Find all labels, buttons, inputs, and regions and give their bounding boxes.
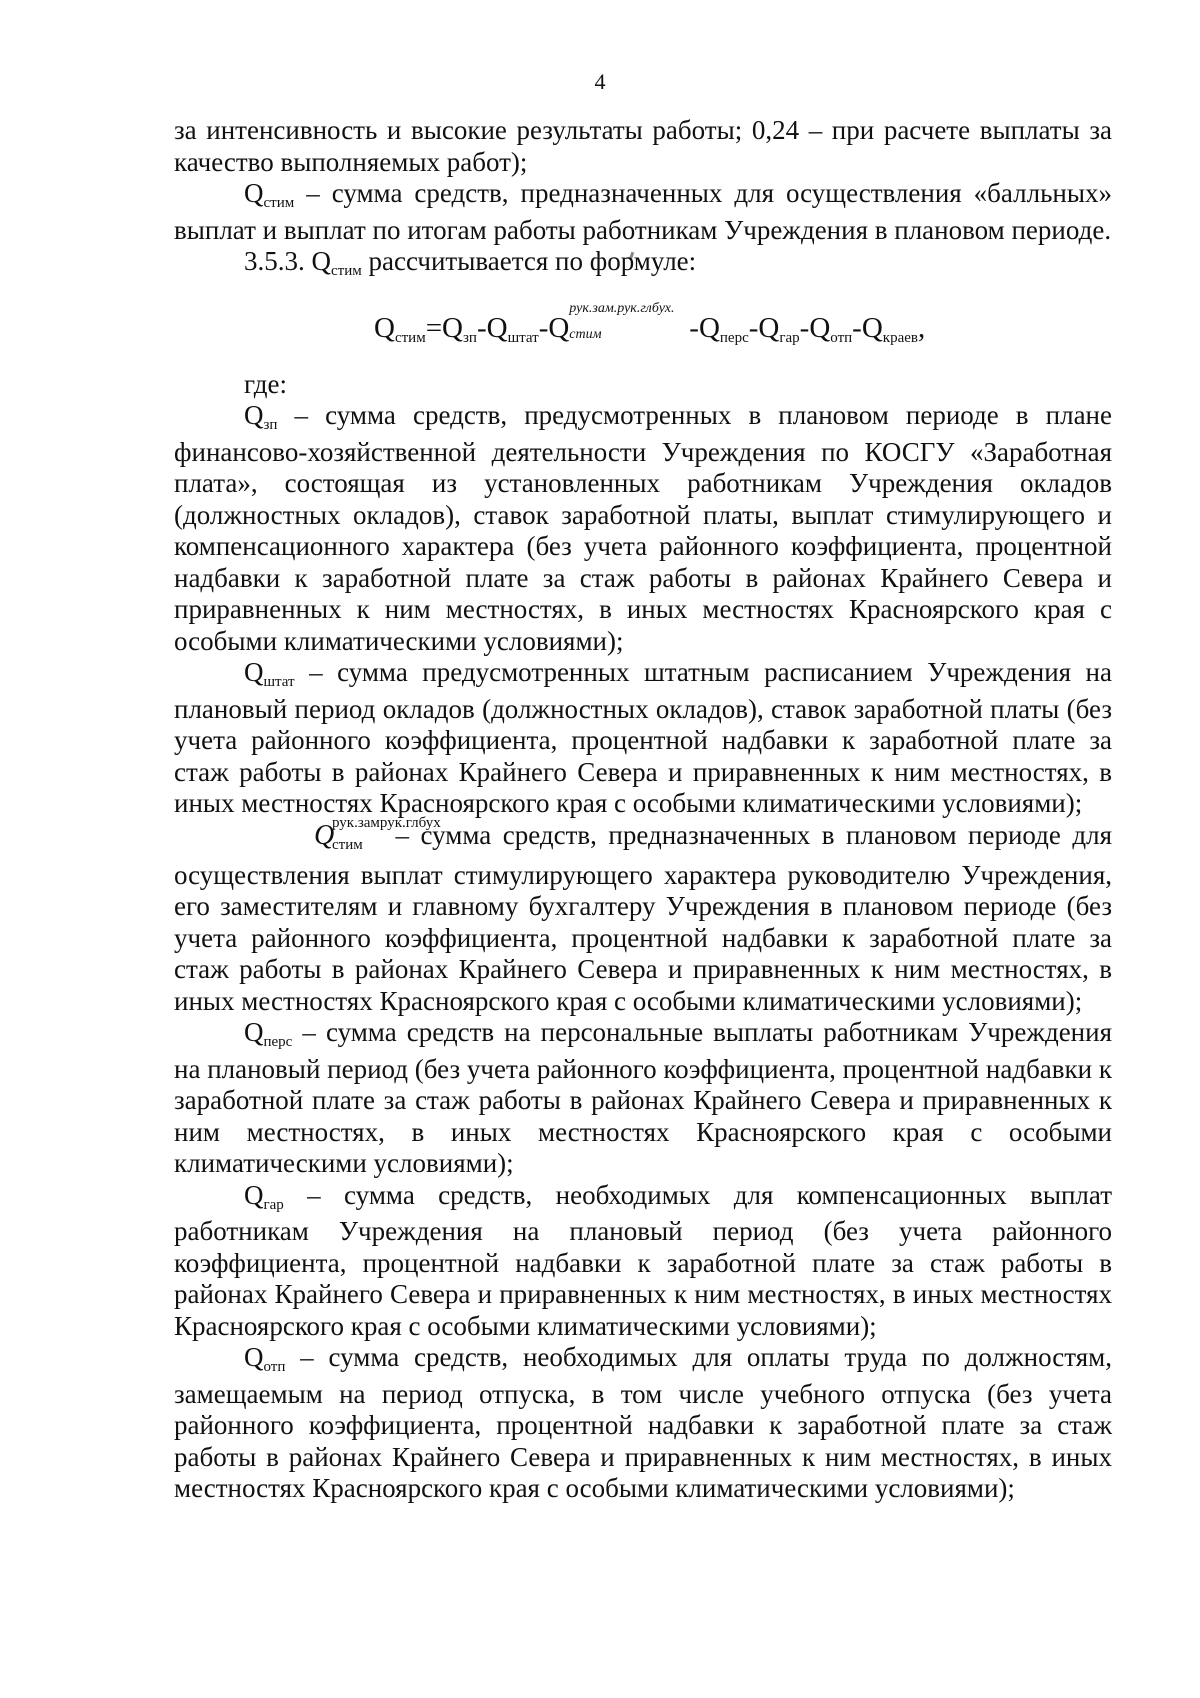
page-body bbox=[174, 115, 1112, 1505]
formula-term: -Q bbox=[852, 311, 883, 344]
formula-term: -Q bbox=[476, 311, 508, 344]
symbol-q: Q bbox=[244, 178, 264, 208]
definition-qotp bbox=[174, 1342, 1112, 1505]
symbol-superscript: рук.замрук.глбух bbox=[332, 814, 441, 831]
symbol-subscript: стим bbox=[331, 263, 362, 279]
formula-tail: , bbox=[917, 311, 926, 344]
definition-qpers bbox=[174, 1017, 1112, 1180]
definition-text: – сумма средств, предусмотренных в плановом периоде в плане финансово-хозяйственной деятельности Учреждения по КОСГУ «Заработная плата», состоящая из установленных работникам Учреждения окладов (должностных окладов), ставок заработной платы, выплат стимулирующего и компенсационного характера (без учета районного коэффициента, процентной надбавки к заработной плате за стаж работы в районах Крайнего Севера и приравненных к ним местностях, в иных местностях Красноярского края с особыми климатическими условиями); bbox=[174, 400, 1112, 656]
formula-term-sub: краев bbox=[882, 329, 918, 346]
where-label: где: bbox=[244, 368, 287, 399]
definition-text: – сумма средств, необходимых для компенсационных выплат работникам Учреждения на плановый период (без учета районного коэффициента, процентной надбавки к заработной плате за стаж работы в районах Крайнего Севера и приравненных к ним местностях, в иных местностях Красноярского края с особыми климатическими условиями); bbox=[174, 1179, 1112, 1341]
symbol-q: Q bbox=[244, 1017, 264, 1047]
formula-term: -Q bbox=[538, 311, 570, 344]
formula-term-sub: отп bbox=[830, 329, 853, 346]
symbol-subscript: перс bbox=[263, 1034, 293, 1050]
formula-lhs-sub: стим bbox=[394, 329, 426, 346]
page-number: 4 bbox=[594, 69, 606, 94]
symbol-q-stacked bbox=[244, 814, 441, 860]
formula-stacked-index bbox=[569, 300, 689, 342]
paragraph-1: за интенсивность и высокие результаты работы; 0,24 – при расчете выплаты за качество выполняемых работ); bbox=[174, 115, 1112, 177]
definition-text: – сумма средств, необходимых для оплаты труда по должностям, замещаемым на период отпуска, в том числе учебного отпуска (без учета районного коэффициента, процентной надбавки к заработной плате за стаж работы в районах Крайнего Севера и приравненных к ним местностях, в иных местностях Красноярского края с особыми климатическими условиями); bbox=[174, 1342, 1112, 1503]
definition-qstim-management bbox=[174, 814, 1113, 1018]
formula-term-sub: зп bbox=[463, 329, 477, 346]
symbol-subscript: зп bbox=[263, 417, 278, 433]
symbol-q: Q bbox=[244, 1179, 264, 1210]
formula-term: -Q bbox=[799, 311, 831, 344]
formula-term-sub: штат bbox=[507, 329, 539, 346]
formula bbox=[174, 300, 1112, 357]
definition-qzp bbox=[174, 400, 1112, 657]
formula-term-sup: рук.зам.рук.глбух. bbox=[569, 300, 675, 316]
paragraph-section-353 bbox=[174, 246, 1112, 283]
definition-text: – сумма предусмотренных штатным расписанием Учреждения на плановый период окладов (должностных окладов), ставок заработной платы (без учета районного коэффициента, процентной надбавки к заработной плате за стаж работы в районах Крайнего Севера и приравненных к ним местностях, в иных местностях Красноярского края с особыми климатическими условиями); bbox=[174, 657, 1112, 818]
definition-text: – сумма средств, предназначенных для осуществления «балльных» выплат и выплат по итогам работы работникам Учреждения в плановом периоде. bbox=[174, 178, 1112, 245]
definition-text: – сумма средств на персональные выплаты работникам Учреждения на плановый период (без учета районного коэффициента, процентной надбавки к заработной плате за стаж работы в районах Крайнего Севера и приравненных к ним местностях, в иных местностях Красноярского края с особыми климатическими условиями); bbox=[174, 1017, 1112, 1178]
symbol-q: Q bbox=[314, 819, 335, 851]
formula-equals: = bbox=[425, 311, 443, 344]
symbol-subscript: гар bbox=[263, 1196, 284, 1213]
symbol-q: Q bbox=[244, 657, 264, 687]
symbol-subscript: штат bbox=[263, 674, 295, 690]
section-number: 3.5.3. Q bbox=[244, 246, 331, 276]
definition-qshtat bbox=[174, 657, 1112, 820]
formula-lhs: Q bbox=[374, 311, 395, 344]
definition-text: – сумма средств, предназначенных в плановом периоде для осуществления выплат стимулирующего характера руководителю Учреждения, его заместителям и главному бухгалтеру Учреждения в плановом периоде (без учета районного коэффициента, процентной надбавки к заработной плате за стаж работы в районах Крайнего Севера и приравненных к ним местностях, в иных местностях Красноярского края с особыми климатическими условиями); bbox=[174, 819, 1113, 1016]
symbol-subscript: стим bbox=[332, 836, 363, 853]
symbol-q: Q bbox=[244, 400, 264, 430]
definition-qgar bbox=[174, 1180, 1112, 1343]
formula-term-sub: гар bbox=[779, 329, 800, 346]
section-text: рассчитывается по формуле: bbox=[361, 246, 697, 276]
symbol-subscript: отп bbox=[263, 1359, 286, 1375]
formula-term-sub: перс bbox=[719, 329, 749, 346]
formula-term: -Q bbox=[748, 311, 780, 344]
formula-term-sub: стим bbox=[569, 326, 602, 342]
formula-term: -Q bbox=[689, 311, 720, 344]
formula-term: Q bbox=[442, 311, 463, 344]
paragraph-qstim-definition bbox=[174, 178, 1112, 246]
symbol-subscript: стим bbox=[263, 195, 295, 211]
symbol-q: Q bbox=[244, 1342, 264, 1372]
